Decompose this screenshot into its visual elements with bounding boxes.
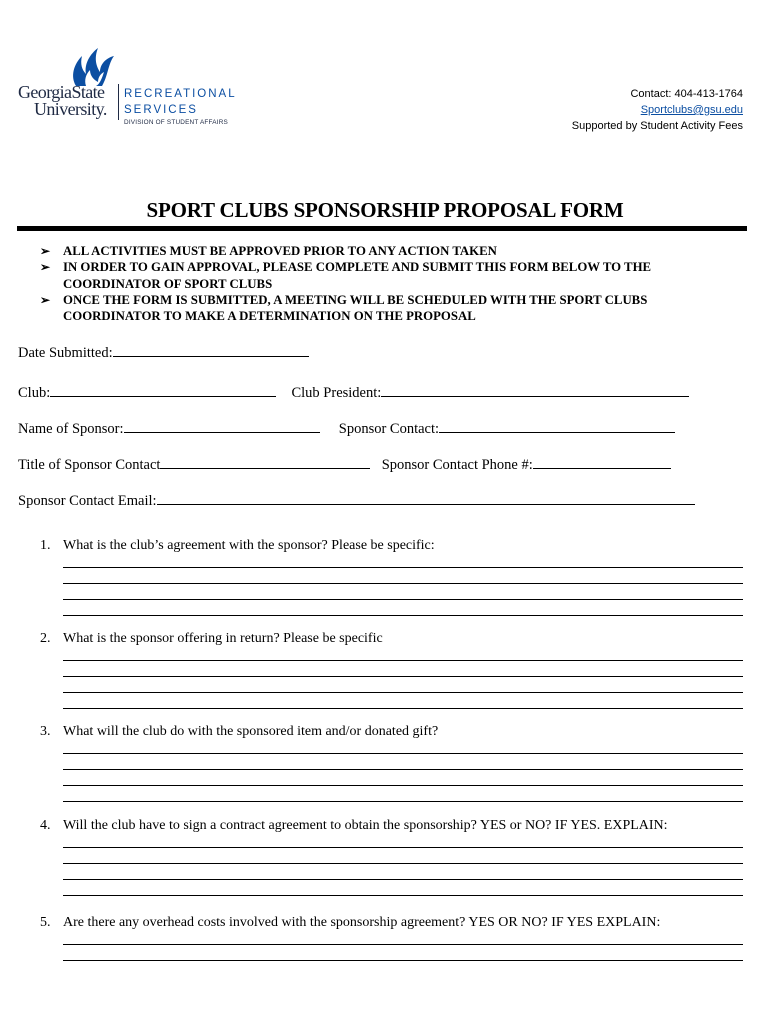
sponsor-title-row <box>18 454 671 474</box>
answer-line[interactable] <box>63 660 743 661</box>
instruction-item <box>40 292 740 325</box>
question-4 <box>40 818 668 834</box>
arrow-bullet-icon: ➢ <box>40 292 51 307</box>
date-submitted-row <box>18 342 309 362</box>
instruction-text: ONCE THE FORM IS SUBMITTED, A MEETING WILL BE SCHEDULED WITH THE SPORT CLUBS COORDINATOR TO MAKE A DETERMINATION ON THE PROPOSAL <box>63 292 648 324</box>
question-number: 2. <box>40 631 51 646</box>
sponsor-name-label: Name of Sponsor: <box>18 421 124 437</box>
sponsor-phone-label: Sponsor Contact Phone #: <box>381 457 533 473</box>
answer-line[interactable] <box>63 863 743 864</box>
answer-line[interactable] <box>63 583 743 584</box>
question-1 <box>40 538 435 554</box>
sponsor-contact-input[interactable] <box>439 418 675 433</box>
club-president-input[interactable] <box>381 382 689 397</box>
club-label: Club: <box>18 385 51 401</box>
question-number: 3. <box>40 724 51 739</box>
date-submitted-label: Date Submitted: <box>18 345 113 361</box>
sponsor-email-label: Sponsor Contact Email: <box>18 493 157 509</box>
arrow-bullet-icon: ➢ <box>40 260 51 275</box>
answer-line[interactable] <box>63 847 743 848</box>
title-rule <box>17 226 747 231</box>
question-text: What is the sponsor offering in return? Please be specific <box>63 631 383 646</box>
answer-line[interactable] <box>63 753 743 754</box>
answer-line[interactable] <box>63 785 743 786</box>
sponsor-name-input[interactable] <box>124 418 320 433</box>
answer-line[interactable] <box>63 599 743 600</box>
contact-email-link[interactable]: Sportclubs@gsu.edu <box>640 104 743 116</box>
answer-line[interactable] <box>63 895 743 896</box>
arrow-bullet-icon: ➢ <box>40 244 51 258</box>
university-name-line2: University. <box>34 99 107 119</box>
question-number: 1. <box>40 538 51 553</box>
sponsor-email-row <box>18 490 695 510</box>
club-president-label: Club President: <box>291 385 382 401</box>
sponsor-email-input[interactable] <box>157 490 695 505</box>
answer-line[interactable] <box>63 692 743 693</box>
question-text: Will the club have to sign a contract agreement to obtain the sponsorship? YES or NO? IF YES. EXPLAIN: <box>63 818 668 833</box>
answer-line[interactable] <box>63 769 743 770</box>
form-title: SPORT CLUBS SPONSORSHIP PROPOSAL FORM <box>146 198 624 222</box>
instruction-text: ALL ACTIVITIES MUST BE APPROVED PRIOR TO ANY ACTION TAKEN <box>63 244 497 258</box>
question-number: 5. <box>40 915 51 930</box>
club-input[interactable] <box>50 382 276 397</box>
sponsor-title-label: Title of Sponsor Contact <box>18 457 161 473</box>
answer-line[interactable] <box>63 708 743 709</box>
question-text: What will the club do with the sponsored item and/or donated gift? <box>63 724 439 739</box>
answer-line[interactable] <box>63 801 743 802</box>
gsu-rec-logo <box>14 44 254 134</box>
question-3 <box>40 724 438 740</box>
question-text: What is the club’s agreement with the sponsor? Please be specific: <box>63 538 435 553</box>
department-name-line2: SERVICES <box>124 104 198 116</box>
answer-line[interactable] <box>63 879 743 880</box>
logo-divider <box>118 84 119 120</box>
answer-line[interactable] <box>63 960 743 961</box>
division-name: DIVISION OF STUDENT AFFAIRS <box>124 119 228 126</box>
contact-block <box>572 86 743 134</box>
university-name-line1: GeorgiaState <box>18 82 105 102</box>
answer-line[interactable] <box>63 567 743 568</box>
answer-line[interactable] <box>63 676 743 677</box>
answer-line[interactable] <box>63 615 743 616</box>
sponsor-contact-label: Sponsor Contact: <box>338 421 440 437</box>
sponsor-title-input[interactable] <box>160 454 370 469</box>
instruction-list <box>40 243 740 324</box>
question-text: Are there any overhead costs involved with the sponsorship agreement? YES OR NO? IF YES EXPLAIN: <box>63 915 661 930</box>
question-number: 4. <box>40 818 51 833</box>
instruction-item <box>40 243 740 259</box>
funding-note: Supported by Student Activity Fees <box>571 120 743 132</box>
instruction-text: IN ORDER TO GAIN APPROVAL, PLEASE COMPLETE AND SUBMIT THIS FORM BELOW TO THE COORDINATOR OF SPORT CLUBS <box>63 260 652 291</box>
department-name <box>124 86 237 128</box>
sponsor-phone-input[interactable] <box>533 454 671 469</box>
sponsor-row <box>18 418 675 438</box>
question-5 <box>40 915 660 931</box>
date-submitted-input[interactable] <box>113 342 309 357</box>
department-name-line1: RECREATIONAL <box>124 88 237 100</box>
university-name <box>18 84 107 118</box>
instruction-item <box>40 259 740 292</box>
question-2 <box>40 631 383 647</box>
club-row <box>18 382 689 402</box>
contact-phone: Contact: 404-413-1764 <box>630 88 743 100</box>
answer-line[interactable] <box>63 944 743 945</box>
